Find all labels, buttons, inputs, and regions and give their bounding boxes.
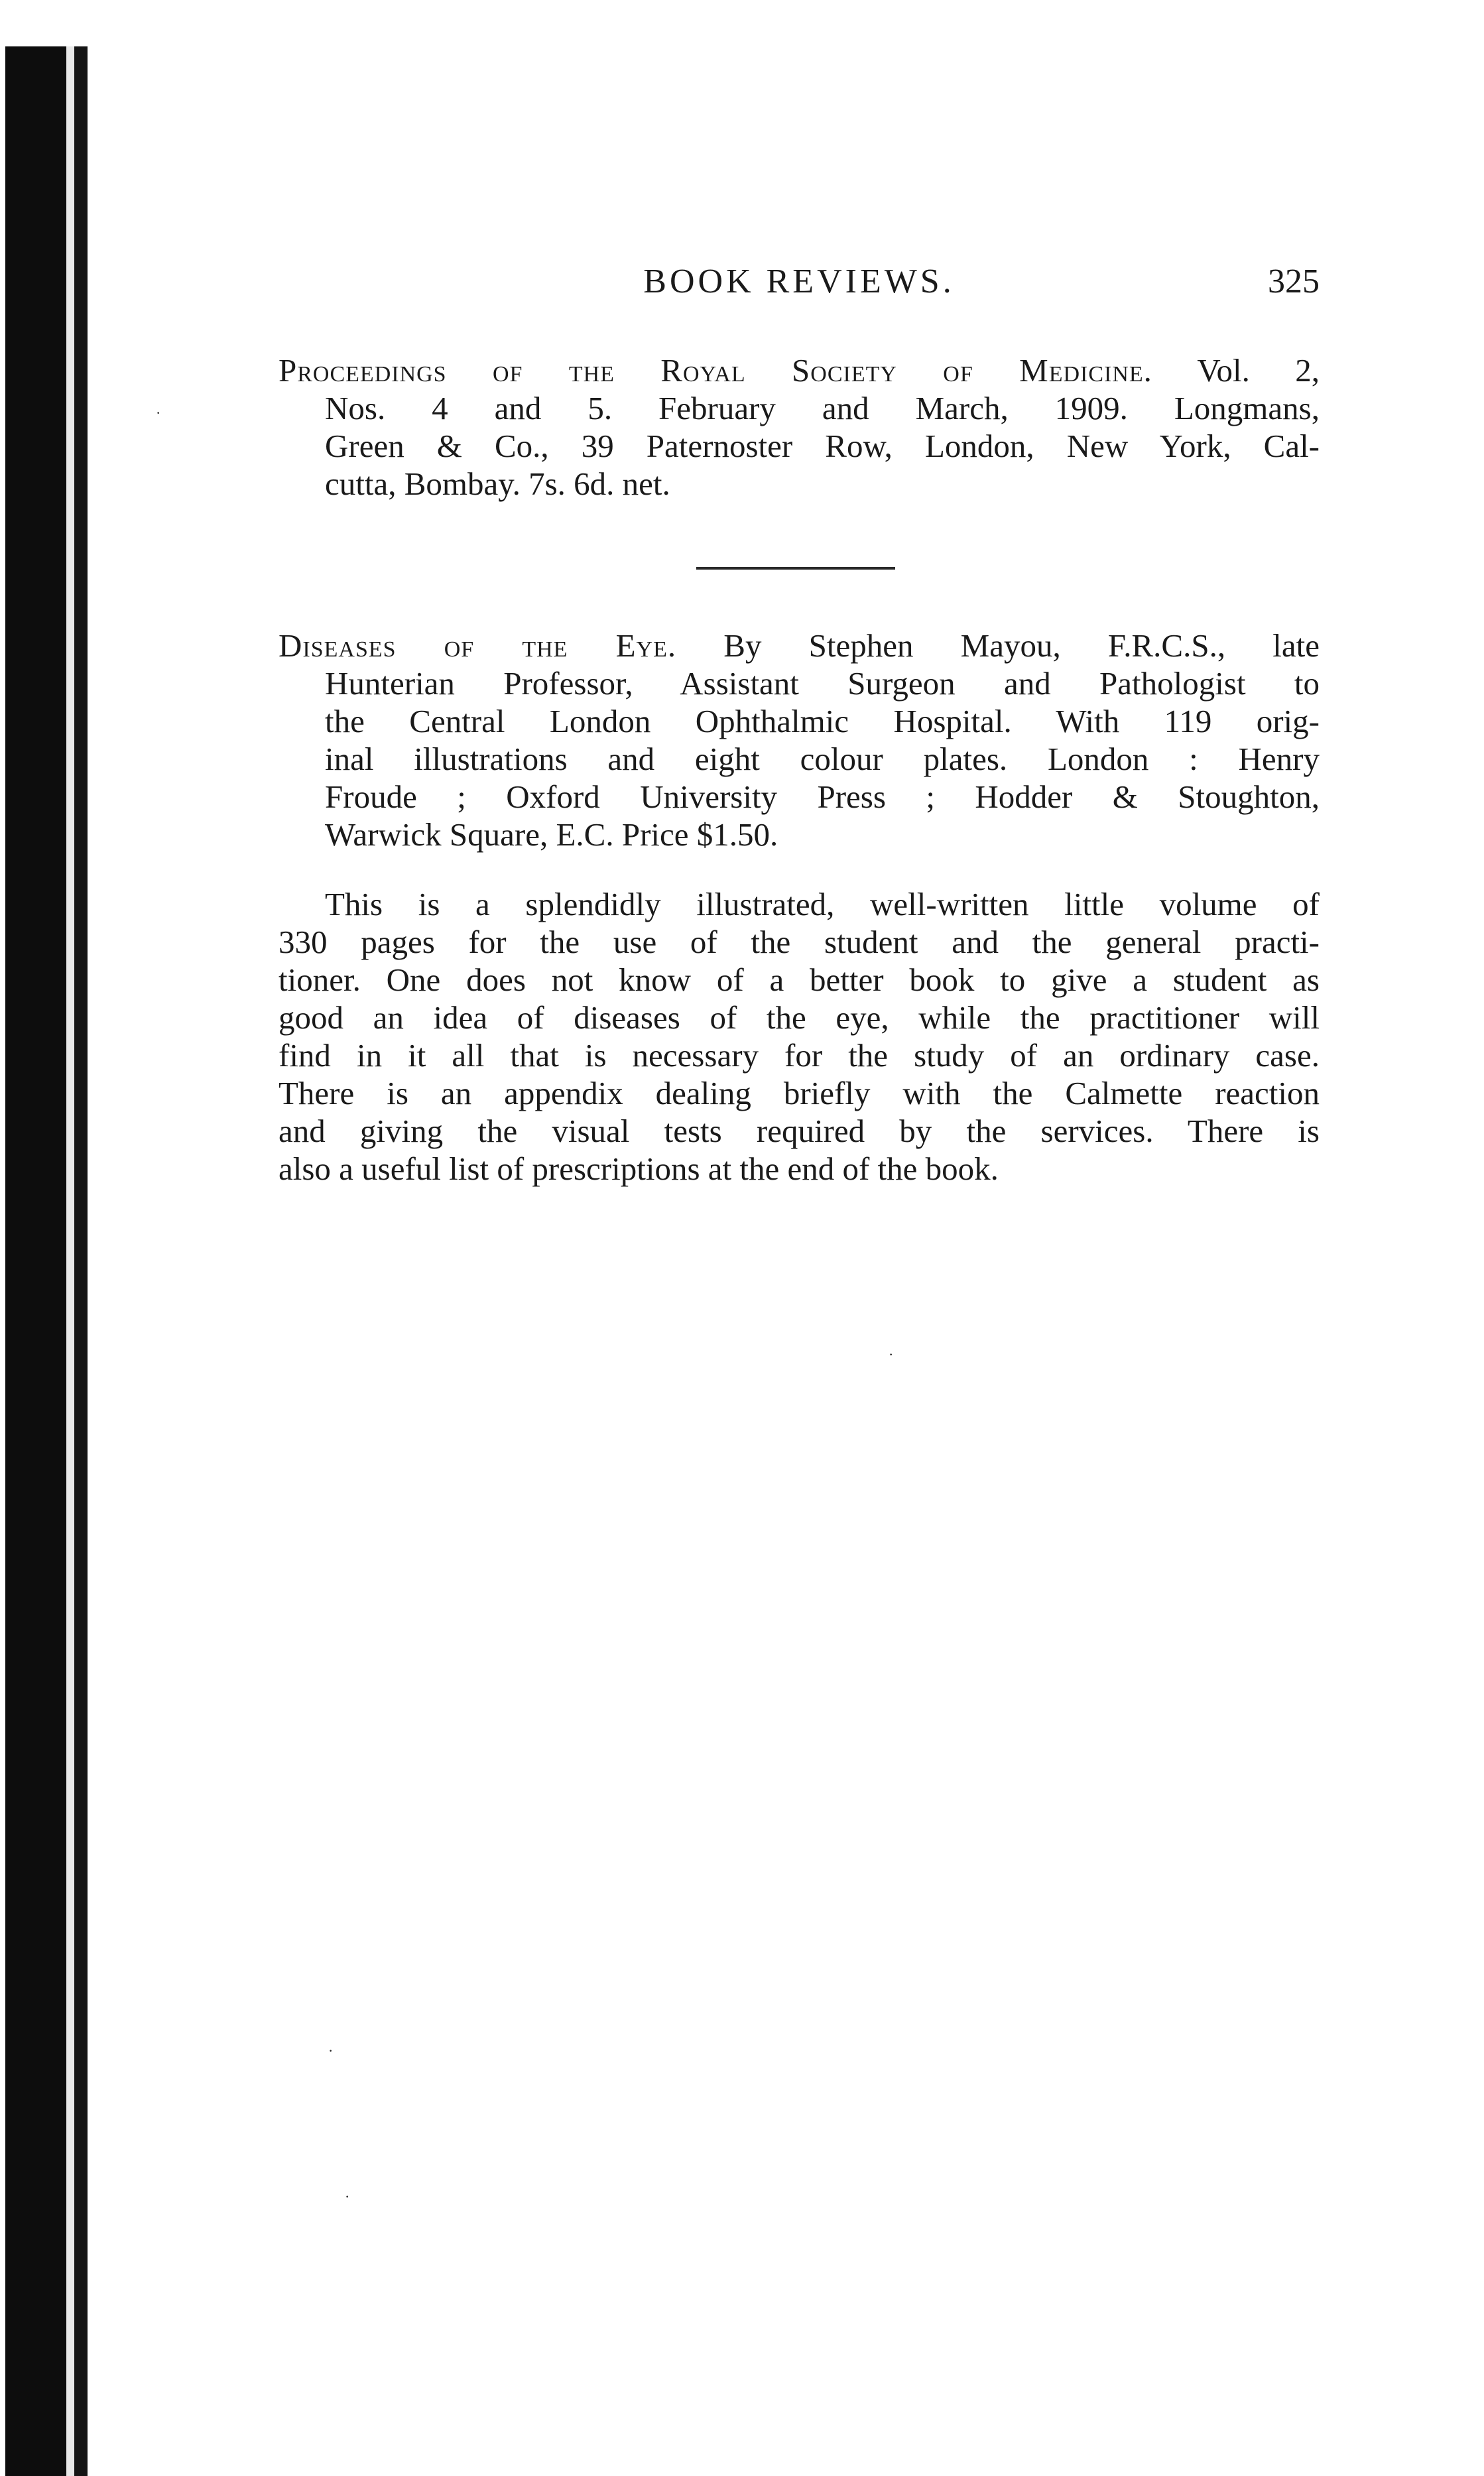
running-head: BOOK REVIEWS. [643, 263, 955, 300]
citation-line: the Central London Ophthalmic Hospital. With 119 orig- [325, 703, 1320, 739]
citation-line: Diseases of the Eye. By Stephen Mayou, F.R.C.S., late [278, 627, 1320, 664]
citation-line: Warwick Square, E.C. Price $1.50. [325, 816, 778, 853]
body-line: tioner. One does not know of a better book to give a student as [278, 961, 1320, 998]
review-entry-proceedings [278, 351, 1320, 503]
scan-speck: · [156, 404, 161, 421]
citation-line: Hunterian Professor, Assistant Surgeon and Pathologist to [325, 665, 1320, 702]
citation-line: Proceedings of the Royal Society of Medicine. Vol. 2, [278, 352, 1320, 389]
scan-speck: · [345, 2188, 350, 2205]
section-divider [696, 567, 895, 570]
body-line: 330 pages for the use of the student and the general practi- [278, 924, 1320, 960]
binding-edge [74, 46, 88, 2476]
body-line: There is an appendix dealing briefly with the Calmette reaction [278, 1075, 1320, 1111]
citation-line: cutta, Bombay. 7s. 6d. net. [325, 465, 670, 502]
body-line: also a useful list of prescriptions at the end of the book. [278, 1150, 999, 1187]
binding-shadow [5, 46, 66, 2476]
page-header [278, 262, 1320, 308]
binding-gap [66, 46, 74, 2476]
citation-line: Nos. 4 and 5. February and March, 1909. Longmans, [325, 390, 1320, 426]
body-line: find in it all that is necessary for the study of an ordinary case. [278, 1037, 1320, 1074]
body-line: and giving the visual tests required by the services. There is [278, 1113, 1320, 1149]
scan-binding-edge [0, 46, 99, 2476]
citation-line: Froude ; Oxford University Press ; Hodder & Stoughton, [325, 778, 1320, 815]
scan-speck: · [328, 2042, 334, 2059]
citation-line: inal illustrations and eight colour plates. London : Henry [325, 741, 1320, 777]
page-number: 325 [1268, 263, 1320, 300]
body-line: good an idea of diseases of the eye, while the practitioner will [278, 999, 1320, 1036]
scan-speck: · [889, 1346, 894, 1363]
citation-line: Green & Co., 39 Paternoster Row, London, New York, Cal- [325, 428, 1320, 464]
review-entry-diseases-of-the-eye [278, 627, 1320, 853]
body-line: This is a splendidly illustrated, well-written little volume of [325, 886, 1320, 922]
review-body [278, 885, 1320, 1188]
